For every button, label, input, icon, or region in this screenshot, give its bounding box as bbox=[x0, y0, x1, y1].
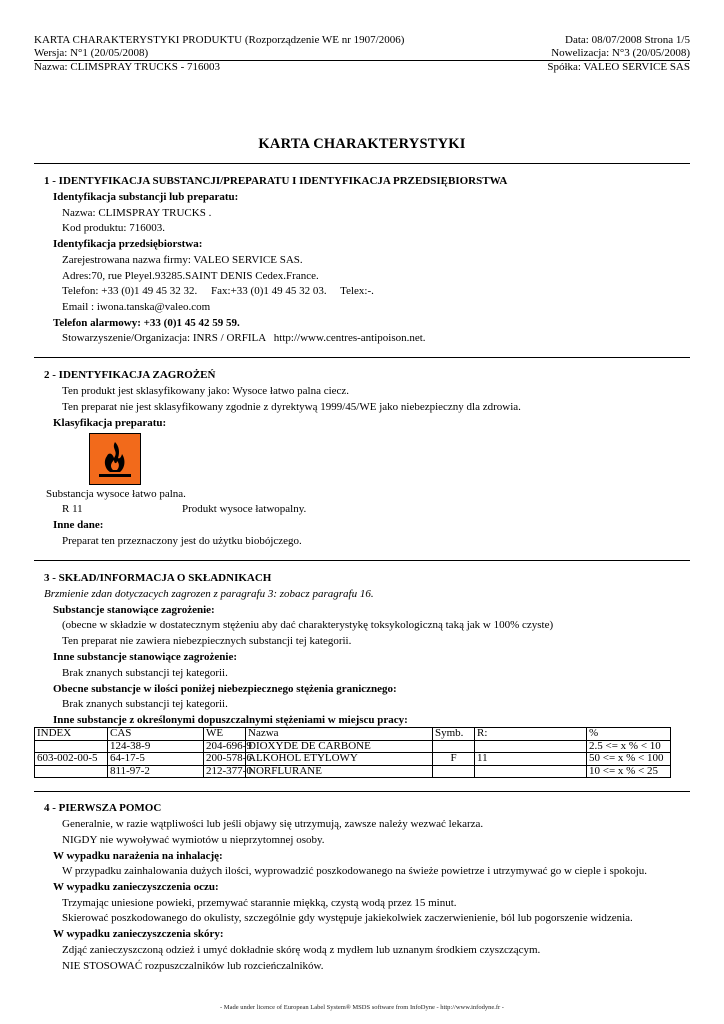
table-cell: ALKOHOL ETYLOWY bbox=[246, 753, 433, 766]
flame-icon bbox=[89, 433, 141, 485]
emergency-phone: Telefon alarmowy: +33 (0)1 45 42 59 59. bbox=[53, 317, 240, 329]
section3-sub-hazardous: Substancje stanowiące zagrożenie: bbox=[53, 604, 215, 616]
table-cell: 64-17-5 bbox=[108, 753, 204, 766]
table-row bbox=[35, 753, 671, 766]
first-aid-line-1: Generalnie, w razie wątpliwości lub jeśli objawy się utrzymują, zawsze należy wezwać lekarza. bbox=[62, 818, 484, 830]
table-row bbox=[35, 740, 671, 753]
composition-table bbox=[34, 727, 671, 778]
section3-heading: 3 - SKŁAD/INFORMACJA O SKŁADNIKACH bbox=[44, 572, 272, 584]
table-cell: NORFLURANE bbox=[246, 765, 433, 778]
section2-sub-classification: Klasyfikacja preparatu: bbox=[53, 417, 167, 429]
table-cell: 10 <= x % < 25 bbox=[587, 765, 671, 778]
product-code-line: Kod produktu: 716003. bbox=[62, 222, 165, 234]
hazard-line-2: Ten preparat nie jest sklasyfikowany zgodnie z dyrektywą 1999/45/WE jako niebezpieczny dla zdrowia. bbox=[62, 401, 521, 413]
composition-line-1: (obecne w składzie w dostatecznym stężeniu aby dać charakterystykę toksykologiczną taką jak w 100% czyste) bbox=[62, 619, 554, 631]
header-version: Wersja: N°1 (20/05/2008) bbox=[34, 46, 149, 59]
header-date: Data: 08/07/2008 Strona 1/5 bbox=[565, 34, 690, 46]
section4-heading: 4 - PIERWSZA POMOC bbox=[44, 802, 162, 814]
section1-sub-identification: Identyfikacja substancji lub preparatu: bbox=[53, 191, 239, 203]
first-aid-line-4: Trzymając uniesione powieki, przemywać starannie miękką, czystą wodą przez 15 minut. bbox=[62, 897, 457, 909]
document-header bbox=[34, 34, 690, 74]
first-aid-line-5: Skierować poszkodowanego do okulisty, szczególnie gdy występuje jakiekolwiek zaczerwienienie, ból lub pogorszenie widzenia. bbox=[62, 912, 633, 924]
table-header-row bbox=[35, 728, 671, 741]
table-cell bbox=[475, 740, 587, 753]
first-aid-line-2: NIGDY nie wywoływać wymiotów u nieprzytomnej osoby. bbox=[62, 834, 325, 846]
section2-sub-other: Inne dane: bbox=[53, 519, 104, 531]
firm-name-line: Zarejestrowana nazwa firmy: VALEO SERVICE SAS. bbox=[62, 254, 303, 266]
header-company: Spółka: VALEO SERVICE SAS bbox=[547, 61, 690, 73]
page-title: KARTA CHARAKTERYSTYKI bbox=[258, 136, 466, 152]
table-cell bbox=[35, 765, 108, 778]
table-header-cell: R: bbox=[475, 728, 587, 741]
r-phrase-code: R 11 bbox=[62, 503, 83, 515]
table-cell bbox=[475, 765, 587, 778]
table-header-cell: Symb. bbox=[433, 728, 475, 741]
page-footer: - Made under licence of European Label System® MSDS software from InfoDyne - http://www.infodyne.fr - bbox=[220, 1004, 504, 1011]
table-cell: 212-377-0 bbox=[204, 765, 246, 778]
other-data-line: Preparat ten przeznaczony jest do użytku biobójczego. bbox=[62, 535, 302, 547]
table-cell bbox=[433, 765, 475, 778]
section4-sub-skin: W wypadku zanieczyszczenia skóry: bbox=[53, 928, 224, 940]
section1-sub-company: Identyfikacja przedsiębiorstwa: bbox=[53, 238, 203, 250]
section4-sub-inhalation: W wypadku narażenia na inhalację: bbox=[53, 850, 223, 862]
first-aid-line-6: Zdjąć zanieczyszczoną odzież i umyć dokładnie skórę wodą z mydłem lub uznanym środkiem czyszczącym. bbox=[62, 944, 541, 956]
association-line[interactable]: Stowarzyszenie/Organizacja: INRS / ORFILA http://www.centres-antipoison.net. bbox=[62, 332, 426, 344]
table-header-cell: Nazwa bbox=[246, 728, 433, 741]
table-cell: 124-38-9 bbox=[108, 740, 204, 753]
hazard-line-1: Ten produkt jest sklasyfikowany jako: Wysoce łatwo palna ciecz. bbox=[62, 385, 350, 397]
first-aid-line-7: NIE STOSOWAĆ rozpuszczalników lub rozcieńczalników. bbox=[62, 960, 324, 972]
section3-note: Brzmienie zdan dotyczacych zagrozen z paragrafu 3: zobacz paragrafu 16. bbox=[44, 588, 374, 600]
address-line: Adres:70, rue Pleyel.93285.SAINT DENIS Cedex.France. bbox=[62, 270, 319, 282]
table-cell bbox=[35, 740, 108, 753]
section1-heading: 1 - IDENTYFIKACJA SUBSTANCJI/PREPARATU I IDENTYFIKACJA PRZEDSIĘBIORSTWA bbox=[44, 175, 508, 187]
header-doc-title: KARTA CHARAKTERYSTYKI PRODUKTU (Rozporządzenie WE nr 1907/2006) bbox=[34, 34, 405, 46]
section3-sub-other-hazard: Inne substancje stanowiące zagrożenie: bbox=[53, 651, 238, 663]
header-product-name: Nazwa: CLIMSPRAY TRUCKS - 716003 bbox=[34, 61, 220, 73]
composition-line-3: Brak znanych substancji tej kategorii. bbox=[62, 667, 228, 679]
composition-line-2: Ten preparat nie zawiera niebezpiecznych substancji tej kategorii. bbox=[62, 635, 352, 647]
table-cell: 204-696-9 bbox=[204, 740, 246, 753]
table-header-cell: CAS bbox=[108, 728, 204, 741]
table-cell: 11 bbox=[475, 753, 587, 766]
email-line[interactable]: Email : iwona.tanska@valeo.com bbox=[62, 301, 211, 313]
product-name-line: Nazwa: CLIMSPRAY TRUCKS . bbox=[62, 207, 212, 219]
table-header-cell: INDEX bbox=[35, 728, 108, 741]
divider bbox=[34, 357, 690, 358]
divider bbox=[34, 791, 690, 792]
table-cell bbox=[433, 740, 475, 753]
table-cell: 603-002-00-5 bbox=[35, 753, 108, 766]
composition-line-4: Brak znanych substancji tej kategorii. bbox=[62, 698, 228, 710]
table-cell: F bbox=[433, 753, 475, 766]
table-header-cell: WE bbox=[204, 728, 246, 741]
section2-heading: 2 - IDENTYFIKACJA ZAGROŻEŃ bbox=[44, 369, 216, 381]
header-revision: Nowelizacja: N°3 (20/05/2008) bbox=[551, 46, 690, 59]
table-cell: DIOXYDE DE CARBONE bbox=[246, 740, 433, 753]
r-phrase-text: Produkt wysoce łatwopalny. bbox=[182, 503, 307, 515]
divider bbox=[34, 560, 690, 561]
divider bbox=[34, 163, 690, 164]
table-row bbox=[35, 765, 671, 778]
table-cell: 200-578-6 bbox=[204, 753, 246, 766]
table-cell: 2.5 <= x % < 10 bbox=[587, 740, 671, 753]
table-cell: 811-97-2 bbox=[108, 765, 204, 778]
first-aid-line-3: W przypadku zainhalowania dużych ilości, wyprowadzić poszkodowanego na świeże powietrze i utrzymywać go w cieple i spokoju. bbox=[62, 865, 648, 877]
section3-sub-below-limit: Obecne substancje w ilości poniżej niebezpiecznego stężenia granicznego: bbox=[53, 683, 397, 695]
section3-sub-exposure-limits: Inne substancje z określonymi dopuszczalnymi stężeniami w miejscu pracy: bbox=[53, 714, 408, 726]
table-header-cell: % bbox=[587, 728, 671, 741]
symbol-caption: Substancja wysoce łatwo palna. bbox=[46, 488, 186, 500]
table-cell: 50 <= x % < 100 bbox=[587, 753, 671, 766]
section4-sub-eyes: W wypadku zanieczyszczenia oczu: bbox=[53, 881, 219, 893]
phone-line: Telefon: +33 (0)1 49 45 32 32. Fax:+33 (0)1 49 45 32 03. Telex:-. bbox=[62, 285, 374, 297]
